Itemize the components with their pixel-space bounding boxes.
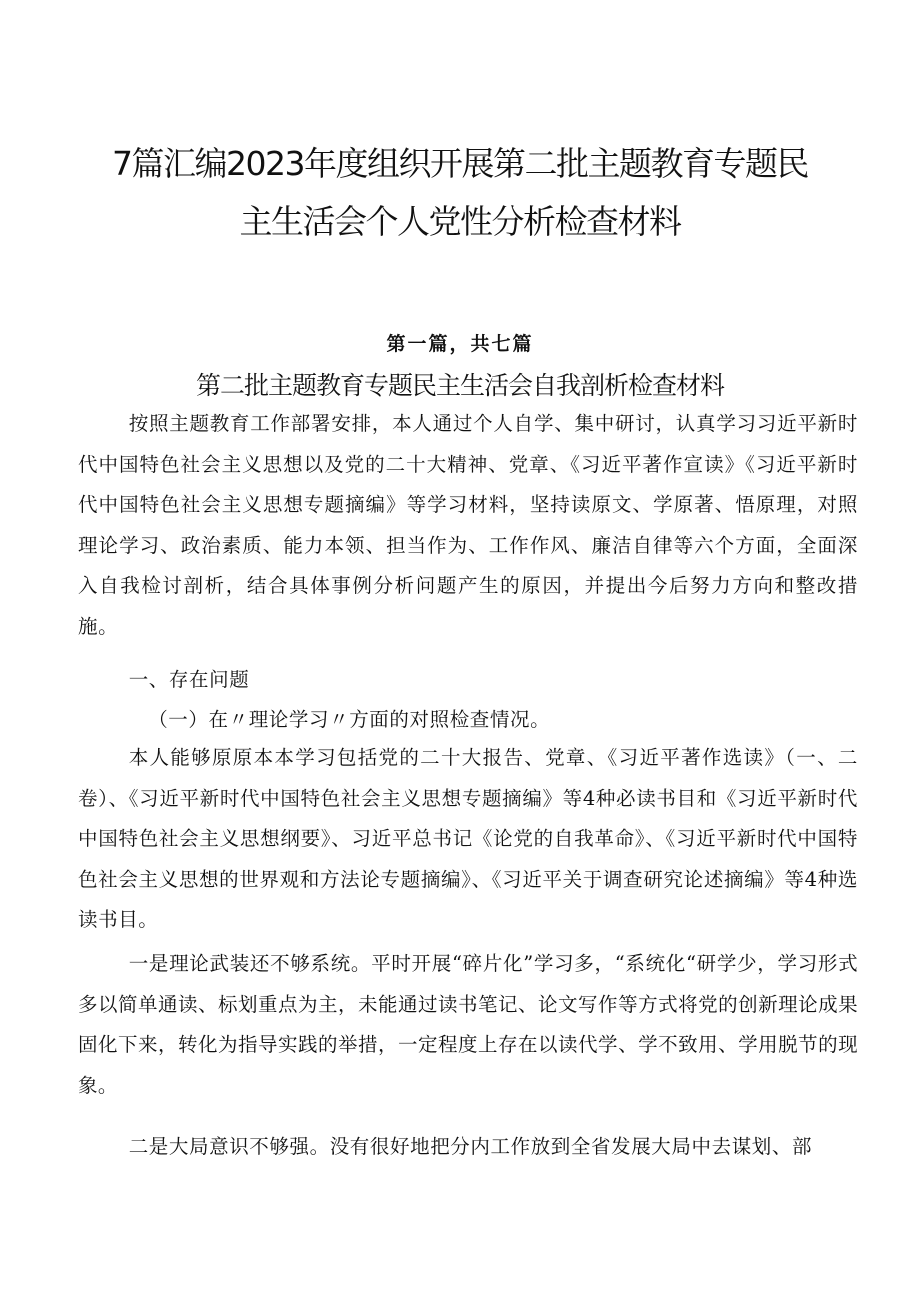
study-paragraph: 本人能够原原本本学习包括党的二十大报告、党章、《习近平著作选读》（一、二卷）、《习近平新时代中国特色社会主义思想专题摘编》等4种必读书目和《习近平新时代中国特色社会主义思想纲要》、习近平总书记《论党的自我革命》、《习近平新时代中国特色社会主义思想的世界观和方法论专题摘编》、《习近平关于调查研究论述摘编》等4种选读书目。 — [78, 746, 858, 931]
document-title-line-2: 主生活会个人党性分析检查材料 — [239, 202, 681, 241]
section-label: 第一篇，共七篇 — [386, 333, 534, 355]
section-title: 第二批主题教育专题民主生活会自我剖析检查材料 — [195, 371, 724, 400]
heading-existing-problems: 一、存在问题 — [128, 668, 250, 691]
point-two-paragraph: 二是大局意识不够强。没有很好地把分内工作放到全省发展大局中去谋划、部 — [128, 1135, 813, 1158]
intro-paragraph: 按照主题教育工作部署安排，本人通过个人自学、集中研讨，认真学习习近平新时代中国特色社会主义思想以及党的二十大精神、党章、《习近平著作宣读》《习近平新时代中国特色社会主义思想专题摘编》等学习材料，坚持读原文、学原著、悟原理，对照理论学习、政治素质、能力本领、担当作为、工作作风、廉洁自律等六个方面，全面深入自我检讨剖析，结合具体事例分析问题产生的原因，并提出今后努力方向和整改措施。 — [78, 412, 858, 638]
point-one-paragraph: 一是理论武装还不够系统。平时开展“碎片化”学习多，“系统化“研学少，学习形式多以简单通读、标划重点为主，未能通过读书笔记、论文写作等方式将党的创新理论成果固化下来，转化为指导实践的举措，一定程度上存在以读代学、学不致用、学用脱节的现象。 — [78, 952, 858, 1097]
subheading-theory-study: （一）在〃理论学习〃方面的对照检查情况。 — [148, 708, 551, 731]
document-title-line-1: 7篇汇编2023年度组织开展第二批主题教育专题民 — [112, 144, 808, 183]
